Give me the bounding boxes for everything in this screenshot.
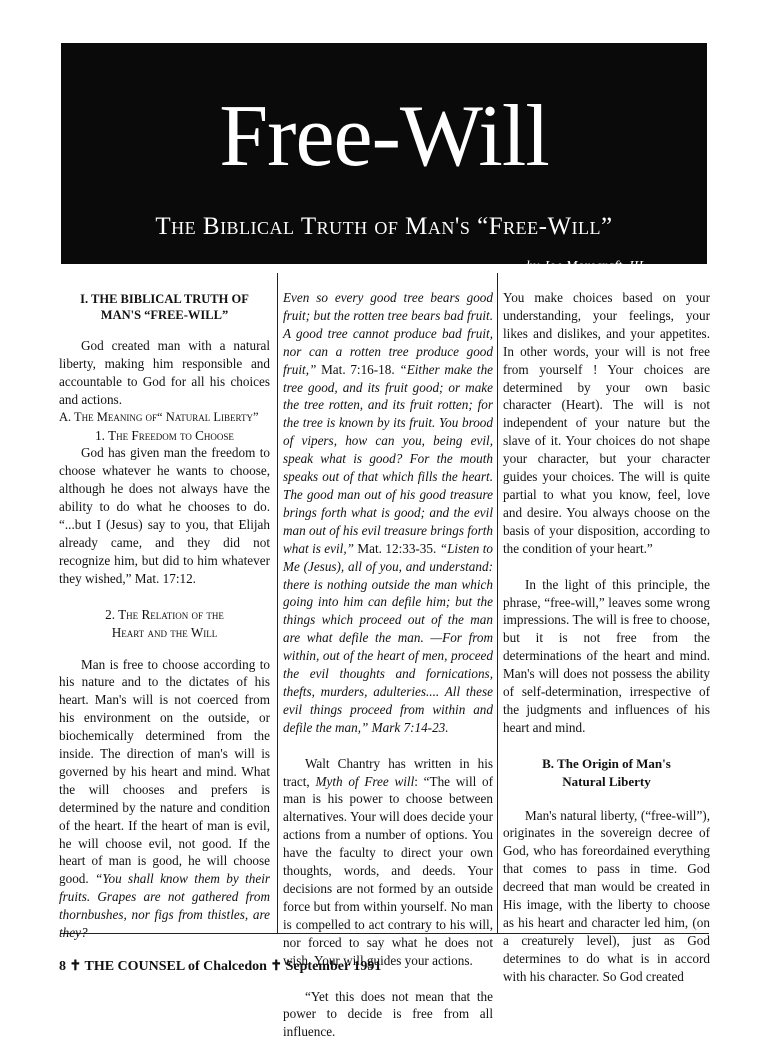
paragraph: “Yet this does not mean that the power to decide is free from all influence. (283, 988, 493, 1040)
subsection-heading: 2. The Relation of the (105, 606, 224, 622)
column-3 (503, 289, 710, 984)
article-title: Free-Will (219, 88, 549, 185)
author-byline: by Joe Morecraft, III (526, 259, 643, 274)
column-1 (59, 289, 270, 941)
paragraph: Man is free to choose according to his nature and to the dictates of his heart. Man's will is not coerced from his environment on the outside, or biochemically determined from the inside. The direction of man's will is governed by his heart and mind. What the will chooses and prefers is determined by the nature and condition of the heart. If the heart of man is evil, he will choose evil, not good. If the heart of man is good, he will choose good. “You shall know them by their fruits. Grapes are not gathered from thornbushes, nor figs from thistles, are they? (59, 656, 270, 941)
column-2 (283, 289, 494, 1040)
subsection-heading: Heart and the Will (111, 624, 218, 640)
section-heading: I. THE BIBLICAL TRUTH OF MAN'S “FREE-WILL” (80, 292, 249, 322)
paragraph: God has given man the freedom to choose whatever he wants to choose, although he does not always have the ability to do what he chooses to do. “...but I (Jesus) say to you, that Elijah already came, and they did not recognize him, but did to him whatever they wished,” Mat. 17:12. (59, 445, 270, 586)
paragraph: In the light of this principle, the phrase, “free-will,” leaves some wrong impressions. The will is free to choose, but it is not free from the determinations of the heart and mind. Man's will does not possess the ability of self-determination, irrespective of the judgments and influences of his heart and mind. (503, 576, 710, 735)
column-divider-1 (277, 273, 278, 933)
paragraph: Walt Chantry has written in his tract, Myth of Free will: “The will of man is his power to choose between alternatives. Your will does decide your actions from a number of options. You have the faculty to direct your own thoughts, words, and deeds. Your decisions are not formed by an outside force but from within yourself. No man is compelled to act contrary to his will, nor forced to say what he does not wish. Your will guides your actions. (283, 755, 494, 968)
page-footer: 8 ✝ THE COUNSEL of Chalcedon ✝ September 1991 (59, 959, 382, 974)
paragraph: Man's natural liberty, (“free-will”), originates in the sovereign decree of God, who has foreordained everything that comes to pass in time. God decreed that man would be created in His image, with the liberty to choose as his heart and character led him, (on a creaturely level), just as God determines to do what is in accord with his character. So God created (503, 807, 710, 984)
subsection-heading: Natural Liberty (562, 773, 651, 789)
article-subtitle: The Biblical Truth of Man's “Free-Will” (155, 213, 613, 240)
paragraph: You make choices based on your understanding, your feelings, your likes and dislikes, and your appetites. In other words, your will is not free from yourself ! Your choices are determined by your own basic character (Heart). The will is not independent of your nature but the slave of it. Your choices do not shape your character, but your character guides your choices. The will is quite partial to what you know, feel, love and desire. You always choose on the basis of your disposition, according to the condition of your heart.” (503, 290, 710, 556)
subsection-heading: B. The Origin of Man's (542, 755, 671, 771)
paragraph: God created man with a natural liberty, making him responsible and accountable to God for all his choices and actions. (59, 338, 270, 407)
scripture-quote: Even so every good tree bears good fruit; but the rotten tree bears bad fruit. A good tree cannot produce bad fruit, nor can a rotten tree produce good fruit,” Mat. 7:16-18. “Either make the tree good, and its fruit good; or make the tree rotten, and its fruit rotten; for the tree is known by its fruit. You brood of vipers, how can you, being evil, speak what is good? For the mouth speaks out of that which fills the heart. The good man out of his good treasure brings forth what is good; and the evil man out of his evil treasure brings forth what is evil,” Mat. 12:33-35. “Listen to Me (Jesus), all of you, and understand: there is nothing outside the man which going into him can defile him; but the things which proceed out of the man are what defile the man. —For from within, out of the heart of men, proceed the evil thoughts and fornications, thefts, murders, adulteries.... All these evil things proceed from within and defile the man,” Mark 7:14-23. (283, 290, 494, 735)
subsection-heading: A. The Meaning of“ Natural Liberty” (59, 409, 259, 424)
subsection-heading: 1. The Freedom to Choose (95, 427, 234, 443)
column-divider-2 (497, 273, 498, 933)
title-banner (61, 43, 707, 274)
